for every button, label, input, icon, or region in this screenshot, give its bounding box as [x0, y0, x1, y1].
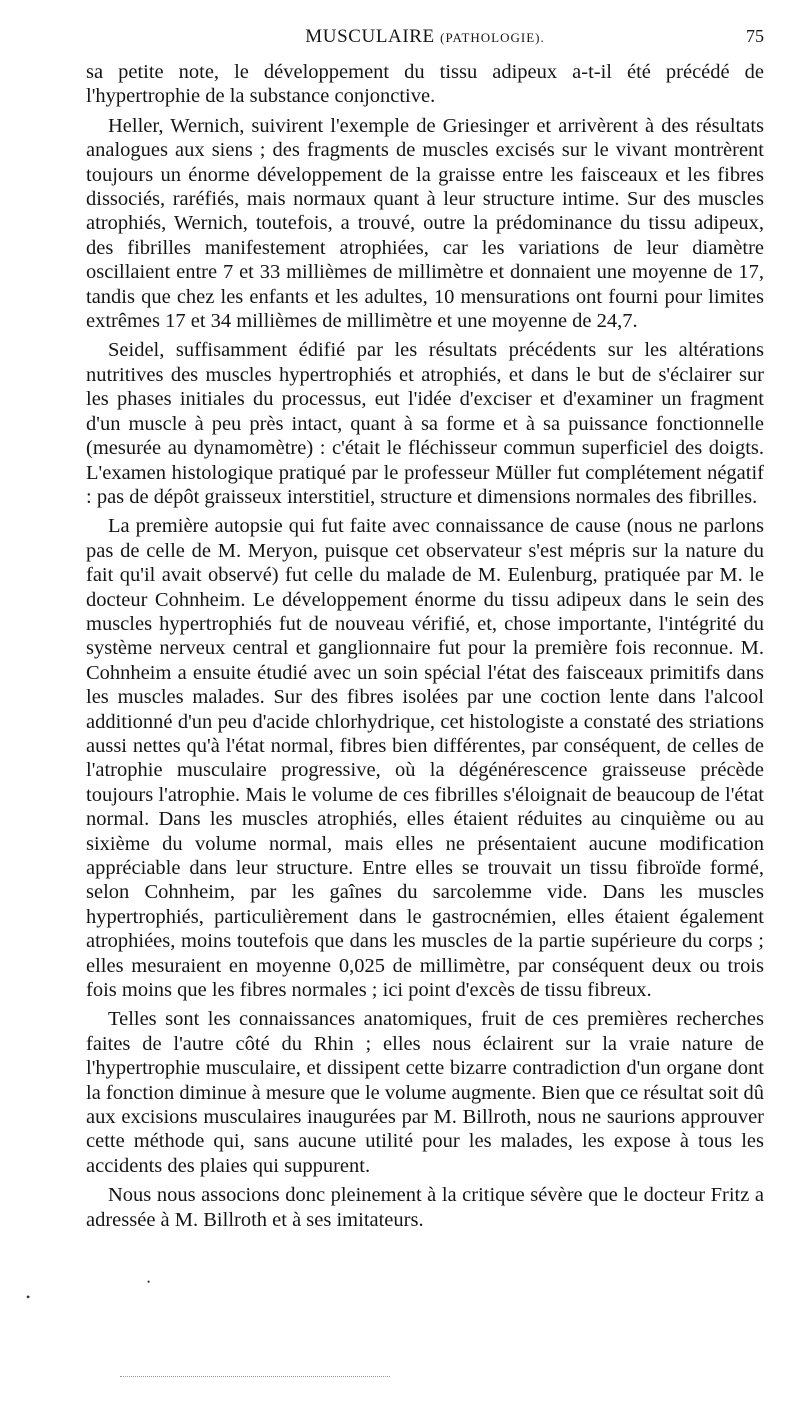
paragraph-first-autopsy: La première autopsie qui fut faite avec connaissance de cause (nous ne parlons pas de celle de M. Meryon, puisque cet observateur s'est mépris sur la nature du fait qu'il avait observé) fut celle du malade de M. Eulenburg, pratiquée par M. le docteur Cohnheim. Le développement énorme du tissu adipeux dans le sein des muscles hypertrophiés fut de nouveau vérifié, et, chose importante, l'intégrité du système nerveux central et ganglionnaire fut pour la première fois reconnue. M. Cohnheim a ensuite étudié avec un soin spécial l'état des faisceaux primitifs dans les muscles malades. Sur des fibres isolées par une coction lente dans l'alcool additionné d'un peu d'acide chlorhydrique, cet histologiste a constaté des striations aussi nettes qu'à l'état normal, fibres bien différentes, par conséquent, de celles de l'atrophie musculaire progressive, où la dégénérescence graisseuse précède toujours l'atrophie. Mais le volume de ces fibrilles s'éloignait de beaucoup de l'état normal. Dans les muscles atrophiés, elles étaient réduites au cinquième ou au sixième du volume normal, mais elles ne présentaient aucune modification appréciable dans leur structure. Entre elles se trouvait un tissu fibroïde formé, selon Cohnheim, par les gaînes du sarcolemme vide. Dans les muscles hypertrophiés, particulièrement dans le gastrocnémien, elles étaient également atrophiées, moins toutefois que dans les muscles de la partie supérieure du corps ; elles mesuraient en moyenne 0,025 de millimètre, par conséquent deux ou trois fois moins que les fibres normales ; ici point d'excès de tissu fibreux. [86, 515, 764, 1002]
scan-speck: • [26, 1290, 31, 1304]
running-title-main: MUSCULAIRE [305, 26, 435, 47]
paragraph-continuation: sa petite note, le développement du tissu adipeux a-t-il été précédé de l'hypertrophie de la substance conjonctive. [86, 61, 764, 108]
paragraph-seidel: Seidel, suffisamment édifié par les résultats précédents sur les altérations nutritives des muscles hypertrophiés et atrophiés, et dans le but de s'éclairer sur les phases initiales du processus, eut l'idée d'exciser et d'examiner un fragment d'un muscle à peu près intact, quant à sa forme et à sa puissance fonctionnelle (mesurée au dynamomètre) : c'était le fléchisseur commun superficiel des doigts. L'examen histologique pratiqué par le professeur Müller fut complétement négatif : pas de dépôt graisseux interstitiel, structure et dimensions normales des fibrilles. [86, 339, 764, 508]
body-text [86, 60, 764, 1232]
running-title [86, 26, 764, 48]
running-title-subtitle: (PATHOLOGIE). [440, 30, 545, 45]
page-number: 75 [746, 26, 764, 46]
paragraph-critique: Nous nous associons donc pleinement à la critique sévère que le docteur Fritz a adressée à M. Billroth et à ses imitateurs. [86, 1184, 764, 1231]
paragraph-heller-wernich: Heller, Wernich, suivirent l'exemple de Griesinger et arrivèrent à des résultats analogues aux siens ; des fragments de muscles excisés sur le vivant montrèrent toujours un énorme développement de la graisse entre les faisceaux et les fibres dissociés, raréfiés, mais normaux quant à leur structure intime. Sur des muscles atrophiés, Wernich, toutefois, a trouvé, outre la prédominance du tissu adipeux, des fibrilles manifestement atrophiées, car les variations de leur diamètre oscillaient entre 7 et 33 millièmes de millimètre et donnaient une moyenne de 17, tandis que chez les enfants et les adultes, 10 mensurations ont fourni pour limites extrêmes 17 et 34 millièmes de millimètre et une moyenne de 24,7. [86, 114, 764, 333]
page-header [86, 26, 764, 56]
scan-bleedthrough-trace [120, 1376, 390, 1381]
scan-speck: • [147, 1277, 151, 1287]
paragraph-anatomical-knowledge: Telles sont les connaissances anatomiques, fruit de ces premières recherches faites de l'autre côté du Rhin ; elles nous éclairent sur la vraie nature de l'hypertrophie musculaire, et dissipent cette bizarre contradiction d'un organe dont la fonction diminue à mesure que le volume augmente. Bien que ce résultat soit dû aux excisions musculaires inaugurées par M. Billroth, nous ne saurions approuver cette méthode qui, sans aucune utilité pour les malades, les expose à tous les accidents des plaies qui suppurent. [86, 1008, 765, 1177]
